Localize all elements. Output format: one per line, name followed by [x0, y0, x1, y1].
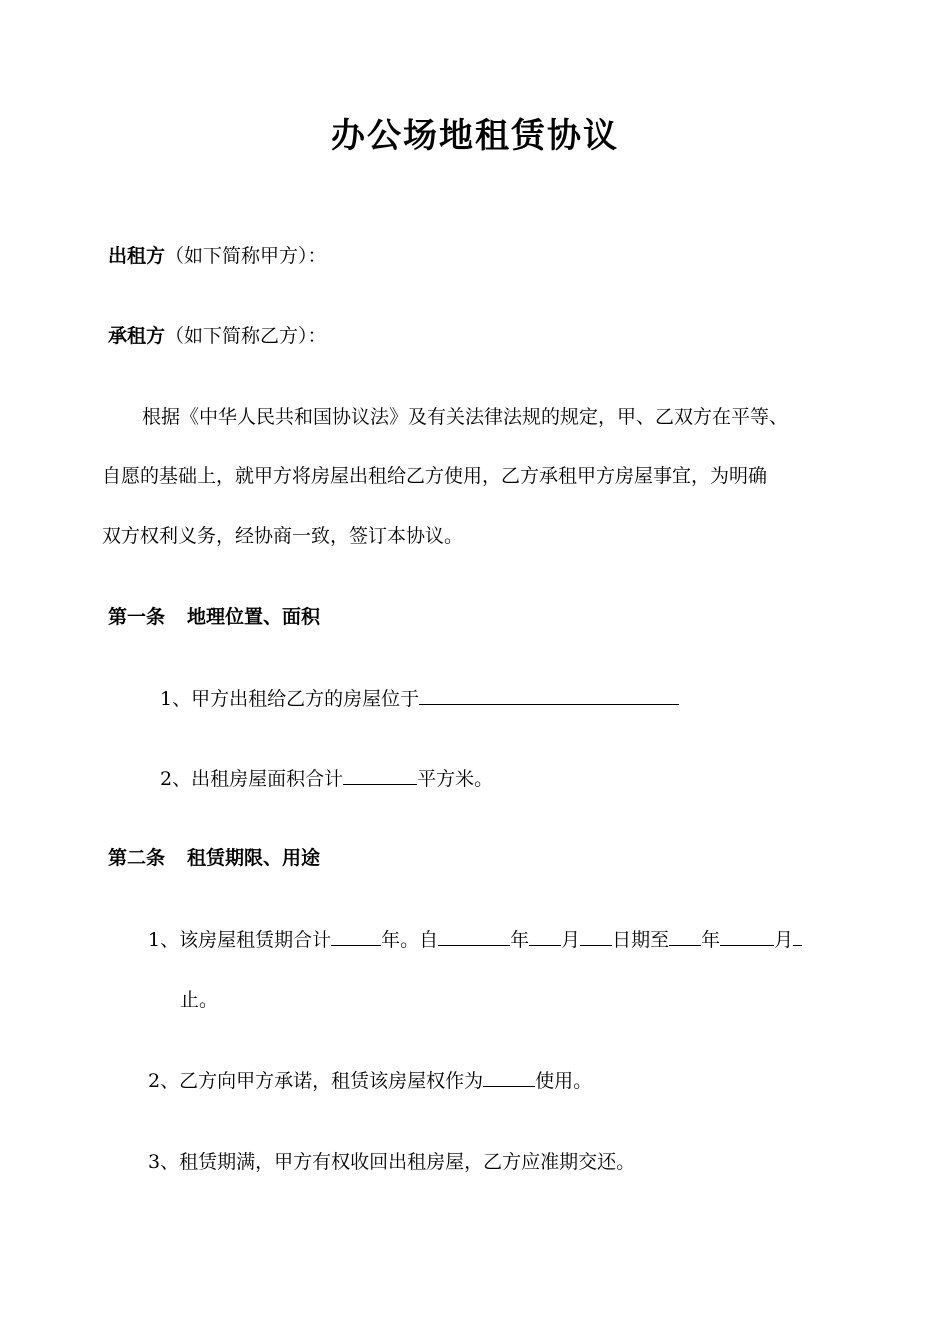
article-2-item-1	[148, 927, 802, 952]
end-month-unit: 月	[774, 929, 794, 951]
article-1-title: 地理位置、面积	[187, 606, 321, 628]
start-year-unit: 年	[510, 929, 530, 951]
usage-suffix: 使用。	[535, 1070, 593, 1092]
article-1-item-2-unit: 平方米。	[417, 768, 494, 790]
article-2-number: 第二条	[108, 847, 166, 869]
usage-blank	[483, 1068, 535, 1087]
lessor-label: 出租方	[108, 245, 166, 267]
end-day-blank	[793, 927, 802, 946]
article-2-item-2	[148, 1068, 592, 1093]
end-year-unit: 年	[701, 929, 721, 951]
article-1-item-1	[160, 686, 679, 711]
article-1-number: 第一条	[108, 606, 166, 628]
lessee-line	[108, 324, 327, 348]
article-1-item-1-text: 1、甲方出租给乙方的房屋位于	[160, 688, 420, 710]
article-1-item-2-text: 2、出租房屋面积合计	[160, 768, 344, 790]
lessor-note: （如下简称甲方）：	[165, 245, 327, 267]
term-years-blank	[331, 927, 381, 946]
preamble-line-1: 根据《中华人民共和国协议法》及有关法律法规的规定，甲、乙双方在平等、	[142, 406, 789, 428]
article-1-heading	[108, 605, 320, 629]
lease-term-text: 1、该房屋租赁期合计	[148, 929, 332, 951]
lessor-line	[108, 244, 327, 268]
lease-term-from: 年。自	[381, 929, 439, 951]
article-2-heading	[108, 846, 320, 870]
article-2-title: 租赁期限、用途	[187, 847, 321, 869]
end-year-blank	[669, 927, 701, 946]
article-1-item-2	[160, 766, 493, 791]
location-blank	[419, 686, 679, 705]
start-year-blank	[438, 927, 510, 946]
start-month-unit: 月	[561, 929, 581, 951]
preamble-line-2: 自愿的基础上，就甲方将房屋出租给乙方使用，乙方承租甲方房屋事宜，为明确	[102, 465, 768, 487]
lessee-label: 承租方	[108, 325, 166, 347]
area-blank	[343, 766, 417, 785]
lessee-note: （如下简称乙方）：	[165, 325, 327, 347]
start-day-blank	[580, 927, 612, 946]
document-title: 办公场地租赁协议	[331, 116, 619, 156]
start-day-to: 日期至	[612, 929, 670, 951]
article-2-item-1-cont: 止。	[180, 989, 219, 1011]
usage-text: 2、乙方向甲方承诺，租赁该房屋权作为	[148, 1070, 484, 1092]
article-2-item-3: 3、租赁期满，甲方有权收回出租房屋，乙方应准期交还。	[148, 1151, 636, 1173]
end-month-blank	[720, 927, 774, 946]
preamble-line-3: 双方权利义务，经协商一致，签订本协议。	[102, 525, 464, 547]
start-month-blank	[529, 927, 561, 946]
